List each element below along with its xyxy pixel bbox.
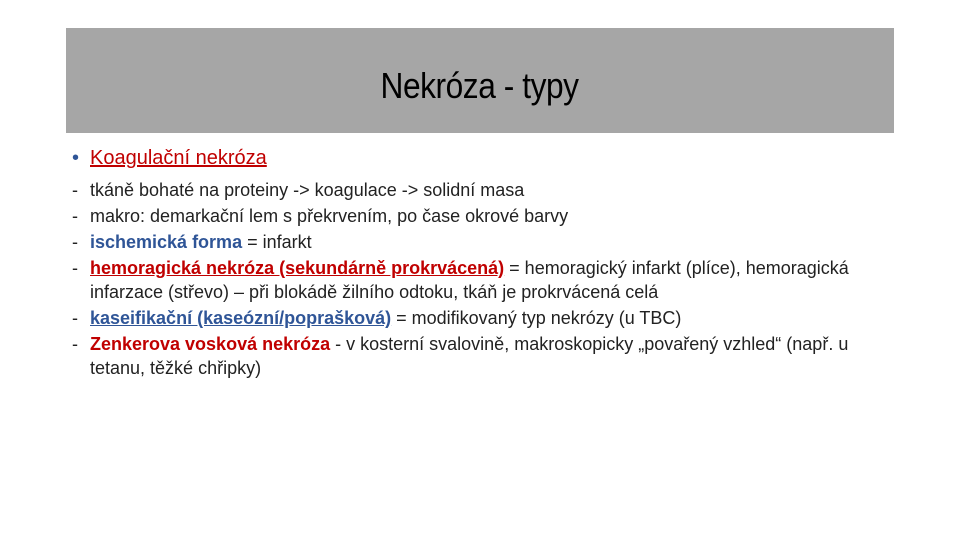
list-item-text: = hemoragický infarkt (plíce), hemoragická infarzace (střevo) – při blokádě žilního odtoku, tkáň je prokrvácená celá xyxy=(90,258,849,302)
dash-marker: - xyxy=(72,232,78,252)
dash-marker: - xyxy=(72,258,78,278)
dash-marker: - xyxy=(72,308,78,328)
list-item xyxy=(72,256,872,304)
list-item-body xyxy=(90,230,872,254)
list-item xyxy=(72,178,872,202)
section-heading xyxy=(72,144,872,172)
list-item xyxy=(72,230,872,254)
term-zenker: Zenkerova vosková nekróza xyxy=(90,334,331,354)
list-item-text: tkáně bohaté na proteiny -> koagulace -> solidní masa xyxy=(90,180,525,200)
list-item xyxy=(72,332,872,380)
list-item-text: makro: demarkační lem s překrvením, po čase okrové barvy xyxy=(90,206,569,226)
term-hemorrhagic: hemoragická nekróza (sekundárně prokrvácená) xyxy=(90,258,505,278)
list-item-body xyxy=(90,332,872,380)
title-bar xyxy=(66,28,894,133)
section-heading-label: Koagulační nekróza xyxy=(90,147,267,169)
dash-marker: - xyxy=(72,206,78,226)
list-item-text: = modifikovaný typ nekrózy (u TBC) xyxy=(391,308,682,328)
term-ischemic: ischemická forma xyxy=(90,232,243,252)
list-item-text: = infarkt xyxy=(242,232,312,252)
list-item-text: - v kosterní svalovině, makroskopicky „povařený vzhled“ (např. u tetanu, těžké chřipky) xyxy=(90,334,849,378)
list-item-body xyxy=(90,256,872,304)
dash-marker: - xyxy=(72,334,78,354)
list-item xyxy=(72,306,872,330)
dash-marker: - xyxy=(72,180,78,200)
bullet-list xyxy=(72,178,872,380)
bullet-icon: • xyxy=(72,147,80,169)
list-item xyxy=(72,204,872,228)
slide-content xyxy=(72,144,872,382)
term-caseous: kaseifikační (kaseózní/poprašková) xyxy=(90,308,392,328)
page-title: Nekróza - typy xyxy=(380,64,580,106)
list-item-body xyxy=(90,306,872,330)
